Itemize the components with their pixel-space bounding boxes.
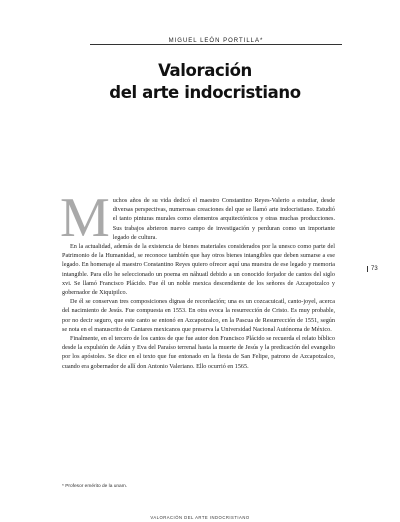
page-number: 73 [367, 266, 378, 272]
drop-cap: M [60, 187, 110, 249]
running-author [90, 38, 342, 44]
footnote: * Profesor emérito de la unam. [62, 484, 128, 489]
article-body [60, 187, 335, 371]
article-title [60, 60, 350, 104]
paragraph-3: De él se conservan tres composiciones dignas de recordación; una es un cozcacuicatl, canto-joyel, acerca del nacimiento de Jesús. Fue compuesta en 1553. En otra evoca la resurrección de Cristo. Es muy probable, por no decir seguro, que este canto se entonó en Azcapotzalco, en la Pascua de Resurrección de 1551, según se nota en el manuscrito de Cantares mexicanos que preserva la Universidad Nacional Autónoma de México. [62, 298, 335, 333]
title-line-1: Valoración [158, 61, 252, 80]
paragraph-1: uchos años de su vida dedicó el maestro Constantino Reyes-Valerio a estudiar, desde diversas perspectivas, numerosas creaciones del que se llamó arte indocristiano. Estudió el tanto pinturas murales como elementos arquitectónicos y otras muchas producciones. Sus trabajos abrieron nuevo campo de investigación y perduran como un importante legado de cultura. [112, 197, 335, 241]
title-line-2: del arte indocristiano [109, 83, 301, 102]
paragraph-4: Finalmente, en el tercero de los cantos de que fue autor don Francisco Plácido se recuerda el relato bíblico desde la expulsión de Adán y Eva del Paraíso terrenal hasta la muerte de Jesús y la predicación del evangelio por los apóstoles. Se dice en el texto que fue entonado en la fiesta de San Felipe, patrono de Azcapotzalco, cuando era gobernador de allí don Antonio Valeriano. Ello ocurrió en 1565. [62, 335, 335, 370]
header-rule [90, 44, 342, 45]
running-footer: VALORACIÓN DEL ARTE INDOCRISTIANO [150, 515, 250, 520]
paragraph-2: En la actualidad, además de la existencia de bienes materiales considerados por la unesco como parte del Patrimonio de la Humanidad, se reconoce también que hay otros bienes intangibles que deben sumarse a ese legado. En homenaje al maestro Constantino Reyes quiero ofrecer aquí una muestra de ese legado y memoria intangible. Para ello he seleccionado un poema en náhuatl debido a un conocido forjador de cantos del siglo xvi. Se llamó Francisco Plácido. Fue él un noble mexica descendiente de los señores de Azcapotzalco y gobernador de Xiquipilco. [62, 243, 335, 297]
author-name: MIGUEL LEÓN PORTILLA* [165, 38, 268, 44]
